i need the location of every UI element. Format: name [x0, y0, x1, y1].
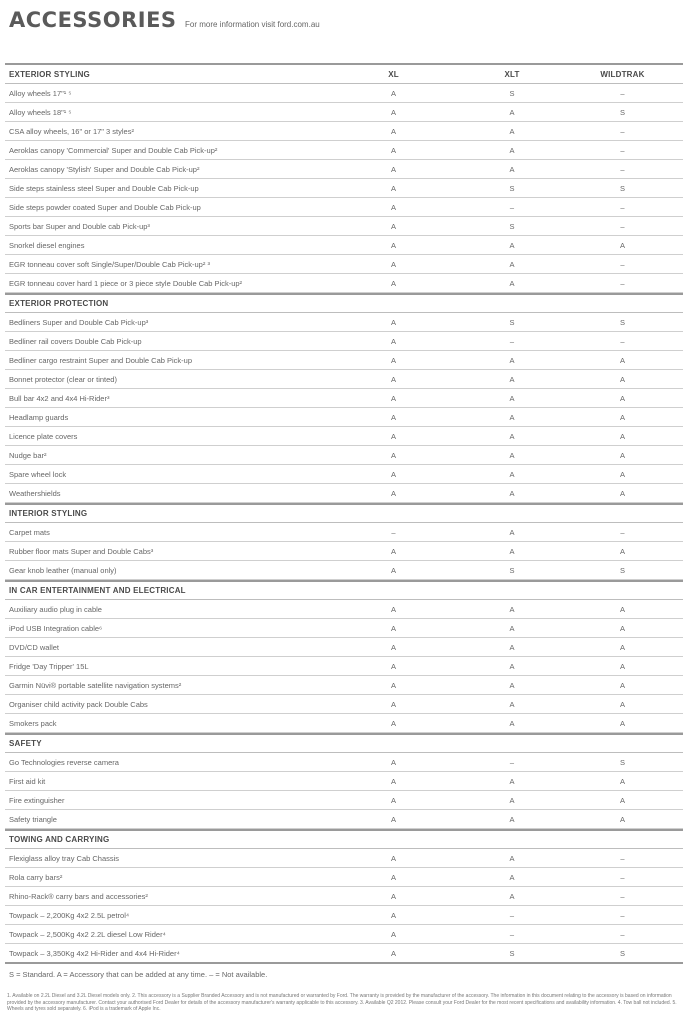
table-row	[5, 849, 683, 868]
availability-cell: A	[509, 546, 515, 556]
section-title: SAFETY	[9, 739, 42, 748]
section-title: TOWING AND CARRYING	[9, 835, 110, 844]
item-name: Snorkel diesel engines	[9, 240, 85, 250]
availability-cell: A	[390, 604, 396, 614]
table-row	[5, 887, 683, 906]
availability-cell: A	[509, 891, 515, 901]
availability-cell: A	[390, 126, 396, 136]
availability-cell: S	[509, 88, 515, 98]
availability-cell: A	[390, 412, 396, 422]
availability-cell: A	[619, 623, 625, 633]
availability-cell: A	[390, 565, 396, 575]
item-name: Towpack – 2,200Kg 4x2 2.5L petrol⁴	[9, 910, 130, 920]
item-name: Rubber floor mats Super and Double Cabs³	[9, 546, 154, 556]
availability-cell: A	[390, 853, 396, 863]
availability-cell: –	[391, 527, 396, 537]
availability-cell: A	[390, 374, 396, 384]
availability-cell: S	[509, 221, 515, 231]
availability-cell: A	[390, 929, 396, 939]
availability-cell: A	[509, 107, 515, 117]
availability-cell: S	[619, 757, 625, 767]
availability-cell: –	[620, 164, 625, 174]
availability-cell: A	[509, 278, 515, 288]
item-name: Rola carry bars²	[9, 872, 63, 882]
table-row	[5, 103, 683, 122]
item-name: Side steps stainless steel Super and Double Cab Pick-up	[9, 183, 199, 193]
item-name: First aid kit	[9, 776, 46, 786]
section-header-row	[5, 65, 683, 84]
availability-cell: A	[390, 469, 396, 479]
table-row	[5, 925, 683, 944]
table-row	[5, 714, 683, 733]
item-name: Bedliner cargo restraint Super and Double Cab Pick-up	[9, 355, 193, 365]
item-name: Aeroklas canopy 'Stylish' Super and Double Cab Pick-up²	[9, 164, 200, 174]
availability-cell: A	[390, 891, 396, 901]
availability-cell: –	[620, 891, 625, 901]
availability-cell: A	[619, 680, 625, 690]
availability-cell: A	[390, 145, 396, 155]
availability-cell: A	[390, 107, 396, 117]
availability-cell: A	[509, 126, 515, 136]
availability-cell: A	[390, 278, 396, 288]
item-name: Carpet mats	[9, 527, 50, 537]
availability-cell: A	[509, 431, 515, 441]
availability-cell: S	[619, 565, 625, 575]
table-row	[5, 676, 683, 695]
table-row	[5, 638, 683, 657]
table-row	[5, 313, 683, 332]
availability-cell: –	[509, 202, 515, 212]
table-row	[5, 446, 683, 465]
availability-cell: A	[619, 469, 625, 479]
availability-cell: A	[509, 527, 515, 537]
item-name: EGR tonneau cover hard 1 piece or 3 piece style Double Cab Pick-up²	[9, 278, 243, 288]
item-name: Auxiliary audio plug in cable	[9, 604, 102, 614]
table-row	[5, 198, 683, 217]
availability-cell: S	[619, 183, 625, 193]
table-row	[5, 465, 683, 484]
availability-cell: A	[390, 488, 396, 498]
availability-cell: –	[509, 910, 515, 920]
item-name: Safety triangle	[9, 814, 57, 824]
item-name: Organiser child activity pack Double Cabs	[9, 699, 148, 709]
availability-cell: –	[620, 336, 625, 346]
item-name: Towpack – 2,500Kg 4x2 2.2L diesel Low Rider⁴	[9, 929, 166, 939]
availability-cell: A	[390, 680, 396, 690]
availability-cell: A	[619, 546, 625, 556]
availability-cell: A	[390, 88, 396, 98]
availability-cell: –	[620, 853, 625, 863]
availability-cell: A	[390, 240, 396, 250]
availability-cell: A	[619, 355, 625, 365]
table-row	[5, 274, 683, 293]
availability-cell: A	[390, 910, 396, 920]
availability-cell: A	[619, 604, 625, 614]
table-row	[5, 351, 683, 370]
table-row	[5, 84, 683, 103]
availability-cell: A	[619, 431, 625, 441]
item-name: Flexiglass alloy tray Cab Chassis	[9, 853, 120, 863]
availability-cell: A	[619, 374, 625, 384]
availability-cell: –	[620, 910, 625, 920]
table-row	[5, 600, 683, 619]
section-title: INTERIOR STYLING	[9, 509, 88, 518]
availability-cell: S	[619, 948, 625, 958]
availability-cell: A	[509, 604, 515, 614]
availability-cell: A	[509, 623, 515, 633]
item-name: Alloy wheels 18"¹ ⁵	[9, 107, 72, 117]
availability-cell: A	[509, 795, 515, 805]
availability-cell: –	[620, 221, 625, 231]
availability-cell: S	[509, 317, 515, 327]
availability-cell: –	[620, 126, 625, 136]
availability-cell: A	[509, 814, 515, 824]
availability-cell: –	[620, 527, 625, 537]
item-name: Licence plate covers	[9, 431, 78, 441]
availability-cell: A	[509, 240, 515, 250]
table-row	[5, 657, 683, 676]
availability-cell: A	[509, 853, 515, 863]
item-name: iPod USB Integration cable⁶	[9, 623, 103, 633]
availability-cell: A	[509, 718, 515, 728]
availability-cell: –	[620, 872, 625, 882]
availability-cell: A	[619, 412, 625, 422]
availability-cell: A	[390, 317, 396, 327]
item-name: Garmin Nüvi® portable satellite navigation systems²	[9, 680, 182, 690]
item-name: Nudge bar²	[9, 450, 47, 460]
item-name: Towpack – 3,350Kg 4x2 Hi-Rider and 4x4 Hi-Rider⁴	[9, 948, 180, 958]
availability-cell: A	[390, 795, 396, 805]
table-row	[5, 122, 683, 141]
table-row	[5, 236, 683, 255]
availability-cell: A	[509, 776, 515, 786]
availability-cell: S	[619, 107, 625, 117]
section-header-row	[5, 733, 683, 753]
column-header: XL	[388, 69, 399, 79]
table-row	[5, 484, 683, 503]
item-name: Smokers pack	[9, 718, 57, 728]
availability-cell: A	[390, 642, 396, 652]
table-row	[5, 255, 683, 274]
availability-cell: –	[620, 202, 625, 212]
availability-cell: A	[619, 450, 625, 460]
item-name: CSA alloy wheels, 16" or 17" 3 styles²	[9, 126, 134, 136]
availability-cell: A	[390, 450, 396, 460]
availability-cell: A	[390, 355, 396, 365]
availability-cell: A	[619, 699, 625, 709]
availability-cell: –	[509, 336, 515, 346]
availability-cell: A	[390, 757, 396, 767]
table-row	[5, 619, 683, 638]
availability-cell: –	[620, 929, 625, 939]
item-name: Go Technologies reverse camera	[9, 757, 119, 767]
accessories-table	[5, 63, 683, 964]
availability-cell: A	[390, 546, 396, 556]
availability-cell: S	[509, 565, 515, 575]
item-name: Bedliners Super and Double Cab Pick-up³	[9, 317, 149, 327]
section-title: EXTERIOR PROTECTION	[9, 299, 109, 308]
availability-cell: A	[619, 814, 625, 824]
availability-cell: A	[509, 661, 515, 671]
table-row	[5, 408, 683, 427]
item-name: Sports bar Super and Double cab Pick-up³	[9, 221, 150, 231]
item-name: Aeroklas canopy 'Commercial' Super and Double Cab Pick-up²	[9, 145, 218, 155]
item-name: Alloy wheels 17"¹ ⁵	[9, 88, 72, 98]
availability-cell: A	[509, 393, 515, 403]
table-row	[5, 944, 683, 964]
item-name: Fridge 'Day Tripper' 15L	[9, 661, 89, 671]
availability-cell: A	[619, 718, 625, 728]
availability-cell: A	[390, 814, 396, 824]
availability-cell: A	[619, 776, 625, 786]
availability-cell: A	[509, 699, 515, 709]
section-header-row	[5, 829, 683, 849]
table-row	[5, 332, 683, 351]
availability-cell: A	[509, 145, 515, 155]
column-header: XLT	[504, 69, 520, 79]
item-name: Gear knob leather (manual only)	[9, 565, 117, 575]
availability-cell: A	[390, 336, 396, 346]
table-row	[5, 906, 683, 925]
availability-cell: A	[619, 642, 625, 652]
page-header	[9, 8, 320, 32]
availability-cell: S	[509, 183, 515, 193]
availability-cell: A	[509, 374, 515, 384]
availability-cell: –	[620, 259, 625, 269]
item-name: Bedliner rail covers Double Cab Pick-up	[9, 336, 142, 346]
availability-cell: A	[390, 202, 396, 212]
availability-cell: A	[390, 393, 396, 403]
table-row	[5, 695, 683, 714]
item-name: Spare wheel lock	[9, 469, 67, 479]
section-title: EXTERIOR STYLING	[9, 69, 90, 79]
availability-cell: –	[620, 278, 625, 288]
table-row	[5, 772, 683, 791]
availability-cell: A	[509, 642, 515, 652]
availability-cell: A	[509, 488, 515, 498]
table-row	[5, 370, 683, 389]
section-header-row	[5, 293, 683, 313]
availability-cell: A	[390, 699, 396, 709]
availability-cell: A	[390, 718, 396, 728]
availability-cell: A	[390, 872, 396, 882]
availability-cell: A	[509, 164, 515, 174]
availability-cell: S	[509, 948, 515, 958]
availability-cell: A	[509, 680, 515, 690]
table-row	[5, 561, 683, 580]
availability-cell: A	[390, 259, 396, 269]
availability-cell: A	[509, 872, 515, 882]
availability-cell: A	[509, 450, 515, 460]
availability-cell: A	[619, 795, 625, 805]
availability-cell: A	[390, 623, 396, 633]
availability-cell: –	[620, 145, 625, 155]
item-name: Rhino-Rack® carry bars and accessories²	[9, 891, 148, 901]
availability-cell: A	[619, 488, 625, 498]
table-row	[5, 141, 683, 160]
availability-cell: A	[509, 469, 515, 479]
item-name: Bonnet protector (clear or tinted)	[9, 374, 117, 384]
section-header-row	[5, 580, 683, 600]
availability-cell: –	[509, 929, 515, 939]
availability-cell: A	[619, 661, 625, 671]
availability-cell: A	[509, 355, 515, 365]
table-row	[5, 427, 683, 446]
table-row	[5, 217, 683, 236]
availability-cell: A	[390, 661, 396, 671]
availability-cell: A	[390, 221, 396, 231]
item-name: Bull bar 4x2 and 4x4 Hi-Rider³	[9, 393, 110, 403]
column-header: WILDTRAK	[600, 69, 645, 79]
table-row	[5, 791, 683, 810]
availability-cell: A	[509, 412, 515, 422]
table-row	[5, 868, 683, 887]
availability-cell: –	[620, 88, 625, 98]
availability-cell: –	[509, 757, 515, 767]
table-row	[5, 753, 683, 772]
availability-cell: A	[390, 164, 396, 174]
footnotes: 1. Available on 2.2L Diesel and 3.2L Diesel models only. 2. This accessory is a Supplier Branded Accessory and is not manufactured or warranted by Ford. The warranty is provided by the manufacturer of the accessory. The information in this document relating to the accessory is based on information provided by the accessory manufacturer. Contact your authorised Ford Dealer for details of the accessory manufacturer's warranty applicable to this accessory. 3. Available Q2 2012. Please consult your Ford Dealer for the most recent specifications and availability information. 4. Tow ball not included. 5. Wheels and tyres sold separately. 6. iPod is a trademark of Apple Inc.	[7, 993, 677, 1012]
availability-cell: A	[509, 259, 515, 269]
item-name: Fire extinguisher	[9, 795, 65, 805]
page-subtitle: For more information visit ford.com.au	[185, 20, 320, 29]
section-header-row	[5, 503, 683, 523]
availability-cell: A	[390, 776, 396, 786]
availability-cell: S	[619, 317, 625, 327]
legend: S = Standard. A = Accessory that can be added at any time. – = Not available.	[9, 970, 268, 979]
table-row	[5, 389, 683, 408]
item-name: DVD/CD wallet	[9, 642, 60, 652]
availability-cell: A	[390, 183, 396, 193]
table-row	[5, 179, 683, 198]
item-name: Side steps powder coated Super and Double Cab Pick-up	[9, 202, 201, 212]
table-row	[5, 810, 683, 829]
table-row	[5, 542, 683, 561]
availability-cell: A	[390, 948, 396, 958]
item-name: EGR tonneau cover soft Single/Super/Double Cab Pick-up² ³	[9, 259, 210, 269]
section-title: IN CAR ENTERTAINMENT AND ELECTRICAL	[9, 586, 186, 595]
availability-cell: A	[390, 431, 396, 441]
availability-cell: A	[619, 393, 625, 403]
page-title: ACCESSORIES	[9, 8, 177, 32]
table-row	[5, 160, 683, 179]
availability-cell: A	[619, 240, 625, 250]
item-name: Weathershields	[9, 488, 61, 498]
item-name: Headlamp guards	[9, 412, 69, 422]
table-row	[5, 523, 683, 542]
